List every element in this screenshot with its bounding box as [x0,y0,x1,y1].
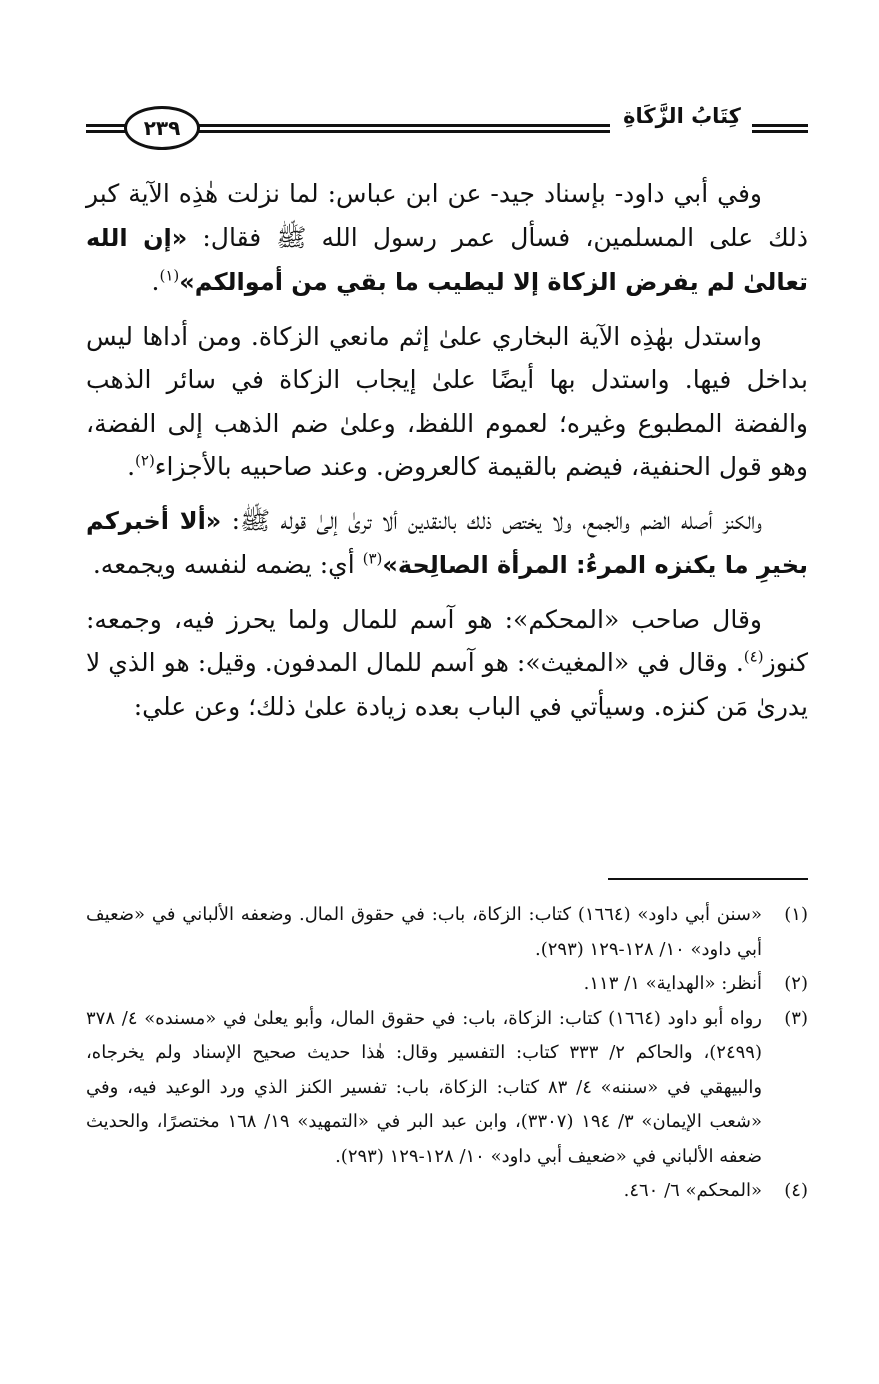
page-number: ٢٣٩ [124,106,200,150]
paragraph-text: وقال صاحب «المحكم»: هو آسم للمال ولما يحرز فيه، وجمعه: كنوز [86,604,808,677]
footnote-item [86,898,808,967]
paragraph [86,315,808,489]
paragraph-text: أي: يضمه لنفسه ويجمعه. [92,550,363,579]
paragraph-text: والكنز أصله الضم والجمع، ولا يختص ذلك بالنقدين ألا ترىٰ إلىٰ قوله ﷺ: [221,505,763,535]
footnote-item [86,967,808,1002]
paragraph-text: وفي أبي داود- بإسناد جيد- عن ابن عباس: لما نزلت هٰذِه الآية كبر ذلك على المسلمين، فسأل عمر رسول الله ﷺ فقال: [86,179,808,252]
paragraph [86,172,808,305]
header-rule [752,124,808,127]
header-rule [198,130,610,133]
header-rule [86,130,128,133]
header-rule [752,130,808,133]
paragraph-text: واستدل بهٰذِه الآية البخاري علىٰ إثم مانعي الزكاة. ومن أداها ليس بداخل فيها. واستدل بها أيضًا علىٰ إيجاب الزكاة في سائر الذهب والفضة المطبوع وغيره؛ لعموم اللفظ، وعلىٰ ضم الذهب إلى الفضة، وهو قول الحنفية، فيضم بالقيمة كالعروض. وعند صاحبيه بالأجزاء [86,321,808,481]
running-title: كِتَابُ الزَّكَاةِ [623,104,741,128]
footnote-number: (٤) [784,1180,808,1201]
footnote-text: رواه أبو داود (١٦٦٤) كتاب: الزكاة، باب: في حقوق المال، وأبو يعلىٰ في «مسنده» ٤/ ٣٧٨ (٢٤٩٩)، والحاكم ٢/ ٣٣٣ كتاب: التفسير وقال: هٰذا حديث صحيح الإسناد ولم يخرجاه، والبيهقي في «سننه» ٤/ ٨٣ كتاب: الزكاة، باب: تفسير الكنز الذي ورد الوعيد فيه، وفي «شعب الإيمان» ٣/ ١٩٤ (٣٣٠٧)، وابن عبد البر في «التمهيد» ١٩/ ١٦٨ مختصرًا، والحديث ضعفه الألباني في «ضعيف أبي داود» ١٠/ ١٢٨-١٢٩ (٢٩٣). [86,1007,763,1167]
footnote-text: «سنن أبي داود» (١٦٦٤) كتاب: الزكاة، باب: في حقوق المال. وضعفه الألباني في «ضعيف أبي داود» ١٠/ ١٢٨-١٢٩ (٢٩٣). [86,904,762,960]
footnote-separator [608,878,808,880]
header-rule [198,124,610,127]
footnote-number: (٣) [784,1007,808,1029]
main-text [86,172,808,738]
footnote-ref[interactable]: (١) [159,266,180,285]
hadith-quote: «إن الله تعالىٰ لم يفرض الزكاة إلا ليطيب ما بقي من أموالكم» [86,223,808,296]
footnote-ref[interactable]: (٣) [362,549,383,568]
page-header [86,100,808,160]
paragraph-text: . [151,267,160,296]
footnote-number: (٢) [784,973,808,994]
paragraph [86,499,808,588]
footnote-ref[interactable]: (٤) [743,647,764,666]
footnotes [86,898,808,1209]
footnote-ref[interactable]: (٢) [135,451,155,470]
footnote-item [86,1174,808,1209]
paragraph-text: . [127,452,136,481]
footnote-text: أنظر: «الهداية» ١/ ١١٣. [583,973,762,994]
footnote-item [86,1002,808,1175]
hadith-quote: «ألا أخبركم بخيرِ ما يكنزه المرءُ: المرأة الصالِحة» [86,506,808,579]
header-rule [86,124,128,127]
footnote-text: «المحكم» ٦/ ٤٦٠. [623,1180,762,1201]
footnote-number: (١) [784,904,808,925]
paragraph-text: . وقال في «المغيث»: هو آسم للمال المدفون. وقيل: هو الذي لا يدرىٰ مَن كنزه. وسيأتي في الباب بعده زيادة علىٰ ذلك؛ وعن علي: [86,648,808,721]
paragraph [86,598,808,729]
